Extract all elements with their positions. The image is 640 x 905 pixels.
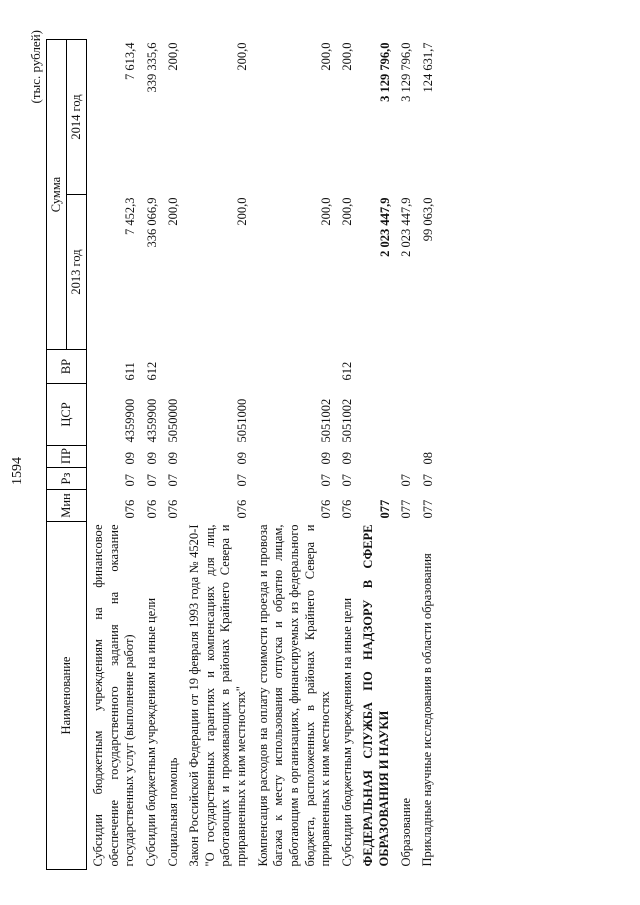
row-csr-code — [396, 384, 418, 446]
row-amount-2013: 2 023 447,9 — [399, 197, 414, 257]
row-min-code: 077 — [377, 499, 392, 519]
header-year-2014: 2014 год — [67, 40, 87, 195]
table-row — [163, 40, 185, 870]
row-rz-code: 07 — [122, 474, 137, 487]
row-amount-2013: 200,0 — [234, 197, 249, 226]
row-amount-2014: 339 335,6 — [144, 42, 159, 93]
row-pr-code: 09 — [234, 452, 249, 465]
row-csr-code: 4359900 — [122, 398, 137, 443]
row-pr-code — [358, 446, 395, 468]
row-name: Социальная помощь — [165, 757, 180, 867]
row-rz-code: 07 — [166, 474, 181, 487]
budget-table — [46, 39, 439, 870]
row-name: Субсидии бюджетным учреждениям на иные цели — [143, 597, 158, 867]
row-rz-code: 07 — [340, 474, 355, 487]
page-number: 1594 — [10, 457, 25, 485]
row-rz-code: 07 — [420, 474, 435, 487]
row-amount-2013: 2 023 447,9 — [377, 197, 392, 257]
row-rz-code — [358, 468, 395, 490]
row-csr-code: 4359900 — [144, 398, 159, 443]
row-min-code: 077 — [399, 499, 414, 519]
row-amount-2013: 200,0 — [318, 197, 333, 226]
header-name: Наименование — [47, 522, 87, 870]
row-amount-2014: 3 129 796,0 — [399, 42, 414, 102]
row-name: Закон Российской Федерации от 19 февраля 1993 года № 4520-I "О государственных гарантиях и компенсациях для лиц, работающих и проживающих в районах Крайнего Севера и приравненных к ним местностях" — [187, 524, 248, 867]
row-name: Субсидии бюджетным учреждениям на иные цели — [339, 597, 354, 867]
row-amount-2013: 7 452,3 — [122, 197, 137, 235]
row-vr-code: 612 — [144, 361, 159, 381]
row-rz-code: 07 — [144, 474, 159, 487]
row-rz-code: 07 — [234, 474, 249, 487]
row-pr-code: 09 — [122, 452, 137, 465]
row-amount-2014: 200,0 — [340, 42, 355, 71]
row-pr-code: 09 — [166, 452, 181, 465]
table-body — [87, 40, 439, 870]
row-vr-code — [417, 350, 439, 384]
table-row — [337, 40, 359, 870]
header-rz: Рз — [47, 468, 87, 490]
row-vr-code — [184, 350, 253, 384]
row-amount-2013: 200,0 — [340, 197, 355, 226]
units-note: (тыс. рублей) — [28, 30, 43, 104]
header-year-2013: 2013 год — [67, 195, 87, 350]
row-min-code: 076 — [318, 499, 333, 519]
table-header — [47, 40, 87, 870]
header-min: Мин — [47, 490, 87, 522]
row-csr-code — [358, 384, 395, 446]
row-amount-2013: 99 063,0 — [420, 197, 435, 242]
row-csr-code: 5051002 — [318, 398, 333, 443]
table-row — [358, 40, 395, 870]
row-amount-2014: 3 129 796,0 — [377, 42, 392, 102]
table-row — [396, 40, 418, 870]
table-row — [141, 40, 163, 870]
row-amount-2014: 200,0 — [234, 42, 249, 71]
header-pr: ПР — [47, 446, 87, 468]
row-name: Компенсация расходов на оплату стоимости проезда и провоза багажа к месту использования отпуска и обратно лицам, работающим в организациях, финансируемых из федерального бюджета, расположенных в районах Крайнего Севера и приравненных к ним местностях — [255, 524, 333, 867]
row-vr-code — [253, 350, 337, 384]
row-csr-code — [417, 384, 439, 446]
row-min-code: 076 — [340, 499, 355, 519]
row-csr-code: 5051002 — [340, 398, 355, 443]
row-min-code: 076 — [234, 499, 249, 519]
row-vr-code: 611 — [122, 362, 137, 381]
row-name: Образование — [398, 797, 413, 867]
row-name: Субсидии бюджетным учреждениям на финансовое обеспечение государственного задания на оказание государственных услуг (выполнение работ) — [91, 524, 137, 867]
row-amount-2013: 336 066,9 — [144, 197, 159, 248]
row-pr-code: 08 — [420, 452, 435, 465]
row-amount-2014: 200,0 — [318, 42, 333, 71]
row-vr-code — [358, 350, 395, 384]
row-min-code: 076 — [122, 499, 137, 519]
row-min-code: 076 — [166, 499, 181, 519]
header-csr: ЦСР — [47, 384, 87, 446]
row-vr-code: 612 — [340, 361, 355, 381]
table-row — [417, 40, 439, 870]
row-pr-code: 09 — [340, 452, 355, 465]
header-sum: Сумма — [47, 40, 67, 350]
row-name: Прикладные научные исследования в области образования — [420, 553, 435, 867]
table-row — [253, 40, 337, 870]
table-row — [184, 40, 253, 870]
row-vr-code — [396, 350, 418, 384]
row-amount-2014: 7 613,4 — [122, 42, 137, 80]
row-pr-code: 09 — [318, 452, 333, 465]
row-amount-2014: 200,0 — [166, 42, 181, 71]
row-amount-2014: 124 631,7 — [420, 42, 435, 93]
header-vr: ВР — [47, 350, 87, 384]
row-rz-code: 07 — [399, 474, 414, 487]
row-amount-2013: 200,0 — [166, 197, 181, 226]
row-name: ФЕДЕРАЛЬНАЯ СЛУЖБА ПО НАДЗОРУ В СФЕРЕ ОБРАЗОВАНИЯ И НАУКИ — [361, 524, 391, 867]
row-pr-code: 09 — [144, 452, 159, 465]
row-rz-code: 07 — [318, 474, 333, 487]
row-min-code: 076 — [144, 499, 159, 519]
row-pr-code — [396, 446, 418, 468]
table-row — [87, 40, 141, 870]
row-csr-code: 5051000 — [234, 398, 249, 443]
row-csr-code: 5050000 — [166, 398, 181, 443]
row-vr-code — [163, 350, 185, 384]
row-min-code: 077 — [420, 499, 435, 519]
